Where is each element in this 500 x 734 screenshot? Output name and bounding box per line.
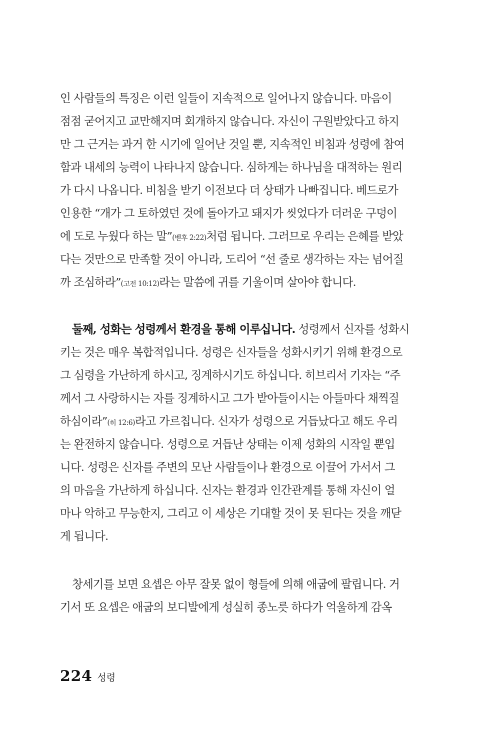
text-line: 다는 것만으로 만족할 것이 아니라, 도리어 “선 줄로 생각하는 자는 넘어질: [60, 253, 404, 266]
text-line: 게 됩니다.: [60, 530, 109, 543]
text-line: 니다. 성령은 신자를 주변의 모난 사람들이나 환경으로 이끌어 가서서 그: [60, 461, 395, 474]
line-text: 하심이라”: [60, 415, 108, 428]
scripture-reference: (고전 10:12): [120, 280, 160, 288]
text-line: 함과 내세의 능력이 나타나지 않습니다. 심하게는 하나님을 대적하는 원리: [60, 161, 403, 174]
line-text: 라고 가르칩니다. 신자가 성령으로 거듭났다고 해도 우리: [134, 415, 398, 428]
paragraph-3: [60, 573, 443, 619]
line-text: 라는 말씀에 귀를 기울이며 살아야 합니다.: [159, 276, 356, 289]
running-title: 성령: [97, 673, 116, 684]
section-heading-inline: 둘째, 성화는 성령께서 환경을 통해 이루십니다.: [72, 322, 296, 336]
paragraph-1: [60, 87, 443, 294]
text-line: 께서 그 사랑하시는 자를 징계하시고 그가 받아들이시는 아들마다 채찍질: [60, 392, 400, 405]
text-line: [60, 271, 443, 294]
text-line: 그 심령을 가난하게 하시고, 징계하시기도 하십니다. 히브리서 기자는 “주: [60, 369, 401, 382]
text-line: 의 마음을 가난하게 하십니다. 신자는 환경과 인간관계를 통해 자신이 얼: [60, 484, 395, 497]
text-line: 키는 것은 매우 복합적입니다. 성령은 신자들을 성화시키기 위해 환경으로: [60, 346, 403, 359]
line-text: 까 조심하라”: [60, 276, 121, 289]
text-line: 마나 악하고 무능한지, 그리고 이 세상은 기대할 것이 못 된다는 것을 깨닫: [60, 507, 402, 520]
line-text: 성령께서 신자를 성화시: [295, 323, 410, 336]
text-line: 가 다시 나옵니다. 비침을 받기 이전보다 더 상태가 나빠집니다. 베드로가: [60, 184, 398, 197]
line-text: 처럼 됩니다. 그러므로 우리는 은혜를 받았: [206, 230, 404, 243]
text-line: 는 완전하지 않습니다. 성령으로 거듭난 상태는 이제 성화의 시작일 뿐입: [60, 438, 395, 451]
text-line: 인용한 “개가 그 토하였던 것에 돌아가고 돼지가 씻었다가 더러운 구덩이: [60, 207, 398, 220]
line-text: 에 도로 누웠다 하는 말”: [60, 230, 173, 243]
text-line: 창세기를 보면 요셉은 아무 잘못 없이 형들에 의해 애굽에 팔립니다. 거: [72, 578, 400, 591]
text-line: [60, 318, 443, 341]
text-line: [60, 225, 443, 248]
scripture-reference: (히 12:6): [107, 419, 135, 427]
scripture-reference: (벧후 2:22): [172, 234, 207, 242]
text-line: 점점 굳어지고 교만해지며 회개하지 않습니다. 자신이 구원받았다고 하지: [60, 115, 400, 128]
text-line: 인 사람들의 특징은 이런 일들이 지속적으로 일어나지 않습니다. 마음이: [60, 92, 392, 105]
page-number: 224: [60, 667, 93, 685]
text-line: 기서 또 요셉은 애굽의 보디발에게 성실히 종노릇 하다가 억울하게 감옥: [60, 601, 392, 614]
page-footer: [60, 666, 116, 686]
text-line: [60, 410, 443, 433]
text-line: 만 그 근거는 과거 한 시기에 일어난 것일 뿐, 지속적인 비침과 성령에 참여: [60, 138, 405, 151]
paragraph-2: [60, 318, 443, 548]
